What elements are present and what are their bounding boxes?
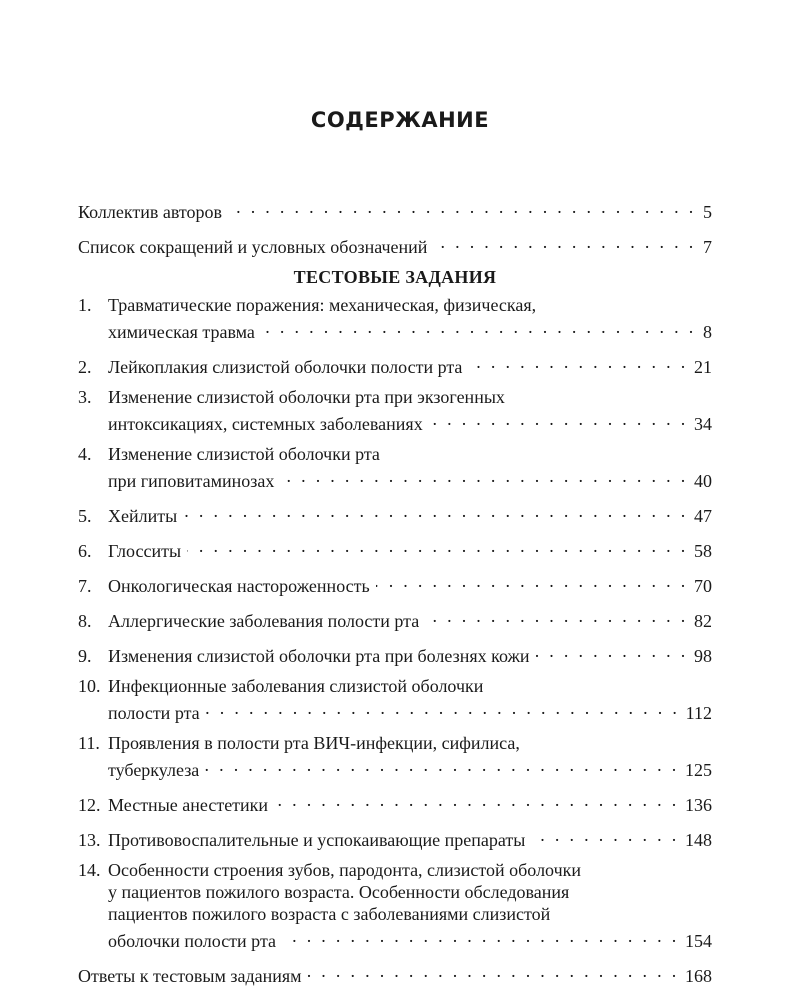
toc-entry-title-cont: химическая травма xyxy=(108,322,255,342)
toc-entry-title: Глосситы xyxy=(108,541,182,561)
toc-entry-title: Ответы к тестовым заданиям xyxy=(78,966,302,986)
toc-page-number: 21 xyxy=(694,357,712,377)
dot-leader xyxy=(280,465,688,487)
table-of-contents xyxy=(78,196,712,995)
toc-entry-title-cont: у пациентов пожилого возраста. Особенности обследования xyxy=(108,882,570,902)
toc-entry-5[interactable] xyxy=(78,500,712,527)
toc-page-number: 70 xyxy=(694,576,712,596)
toc-entry-number: 14. xyxy=(78,860,101,880)
toc-entry-title: Аллергические заболевания полости рта xyxy=(108,611,420,631)
toc-entry-title: Инфекционные заболевания слизистой оболочки xyxy=(108,676,484,696)
dot-leader xyxy=(261,316,696,338)
toc-entry-title: Лейкоплакия слизистой оболочки полости рта xyxy=(108,357,463,377)
toc-entry-number: 4. xyxy=(78,444,92,464)
dot-leader xyxy=(308,960,679,982)
toc-entry-number: 12. xyxy=(78,795,101,815)
toc-page-number: 7 xyxy=(703,237,712,257)
toc-entry-number: 6. xyxy=(78,541,92,561)
toc-entry-title: Список сокращений и условных обозначений xyxy=(78,237,428,257)
toc-entry-number: 13. xyxy=(78,830,101,850)
toc-entry-title-cont: интоксикациях, системных заболеваниях xyxy=(108,414,423,434)
toc-page-number: 112 xyxy=(685,703,712,723)
toc-entry-number: 3. xyxy=(78,387,92,407)
dot-leader xyxy=(531,824,679,846)
toc-entry-title: Травматические поражения: механическая, физическая, xyxy=(108,295,537,315)
dot-leader xyxy=(274,789,679,811)
toc-entry-11[interactable] xyxy=(78,732,712,781)
toc-entry-abbreviations[interactable] xyxy=(78,231,712,258)
toc-entry-title: Коллектив авторов xyxy=(78,202,222,222)
toc-entry-title-cont: при гиповитаминозах xyxy=(108,471,275,491)
toc-entry-9[interactable] xyxy=(78,640,712,667)
toc-entry-12[interactable] xyxy=(78,789,712,816)
dot-leader xyxy=(425,605,688,627)
toc-entry-title: Особенности строения зубов, пародонта, слизистой оболочки xyxy=(108,860,582,880)
toc-entry-6[interactable] xyxy=(78,535,712,562)
toc-entry-title: Онкологическая настороженность xyxy=(108,576,370,596)
toc-entry-number: 1. xyxy=(78,295,92,315)
dot-leader xyxy=(282,925,679,947)
toc-page-number: 40 xyxy=(694,471,712,491)
toc-entry-14[interactable] xyxy=(78,859,712,952)
toc-entry-number: 10. xyxy=(78,676,101,696)
toc-entry-number: 7. xyxy=(78,576,92,596)
toc-entry-3[interactable] xyxy=(78,386,712,435)
toc-entry-title-cont: туберкулеза xyxy=(108,760,200,780)
toc-page-number: 58 xyxy=(694,541,712,561)
toc-page-number: 5 xyxy=(703,202,712,222)
dot-leader xyxy=(206,697,680,719)
dot-leader xyxy=(187,535,688,557)
toc-entry-number: 9. xyxy=(78,646,92,666)
toc-entry-authors[interactable] xyxy=(78,196,712,223)
toc-page-number: 98 xyxy=(694,646,712,666)
dot-leader xyxy=(183,500,688,522)
toc-entry-1[interactable] xyxy=(78,294,712,343)
page-title: СОДЕРЖАНИЕ xyxy=(310,108,490,132)
section-heading: ТЕСТОВЫЕ ЗАДАНИЯ xyxy=(293,267,497,287)
toc-entry-title: Местные анестетики xyxy=(108,795,269,815)
toc-entry-number: 5. xyxy=(78,506,92,526)
toc-entry-4[interactable] xyxy=(78,443,712,492)
toc-entry-title: Изменение слизистой оболочки рта xyxy=(108,444,380,464)
dot-leader xyxy=(468,351,688,373)
toc-entry-number: 8. xyxy=(78,611,92,631)
toc-entry-7[interactable] xyxy=(78,570,712,597)
toc-entry-title: Проявления в полости рта ВИЧ-инфекции, сифилиса, xyxy=(108,733,520,753)
toc-page-number: 136 xyxy=(685,795,712,815)
toc-entry-title: Противовоспалительные и успокаивающие препараты xyxy=(108,830,526,850)
dot-leader xyxy=(205,754,679,776)
dot-leader xyxy=(433,231,696,253)
dot-leader xyxy=(228,196,696,218)
toc-entry-number: 11. xyxy=(78,733,100,753)
toc-entry-10[interactable] xyxy=(78,675,712,724)
toc-entry-2[interactable] xyxy=(78,351,712,378)
toc-page-number: 47 xyxy=(694,506,712,526)
toc-entry-title-cont: оболочки полости рта xyxy=(108,931,277,951)
toc-entry-8[interactable] xyxy=(78,605,712,632)
toc-page-number: 8 xyxy=(703,322,712,342)
toc-entry-13[interactable] xyxy=(78,824,712,851)
toc-entry-title: Изменение слизистой оболочки рта при экзогенных xyxy=(108,387,505,407)
toc-page-number: 154 xyxy=(685,931,712,951)
dot-leader xyxy=(536,640,688,662)
toc-page-number: 168 xyxy=(685,966,712,986)
toc-entry-title: Хейлиты xyxy=(108,506,178,526)
toc-page-number: 125 xyxy=(685,760,712,780)
toc-entry-title: Изменения слизистой оболочки рта при болезнях кожи xyxy=(108,646,530,666)
toc-entry-answers[interactable] xyxy=(78,960,712,987)
dot-leader xyxy=(376,570,688,592)
toc-page-number: 34 xyxy=(694,414,712,434)
toc-page-number: 82 xyxy=(694,611,712,631)
toc-page-number: 148 xyxy=(685,830,712,850)
toc-entry-title-cont: полости рта xyxy=(108,703,200,723)
dot-leader xyxy=(429,408,688,430)
toc-entry-number: 2. xyxy=(78,357,92,377)
toc-entry-title-cont: пациентов пожилого возраста с заболеваниями слизистой xyxy=(108,904,551,924)
